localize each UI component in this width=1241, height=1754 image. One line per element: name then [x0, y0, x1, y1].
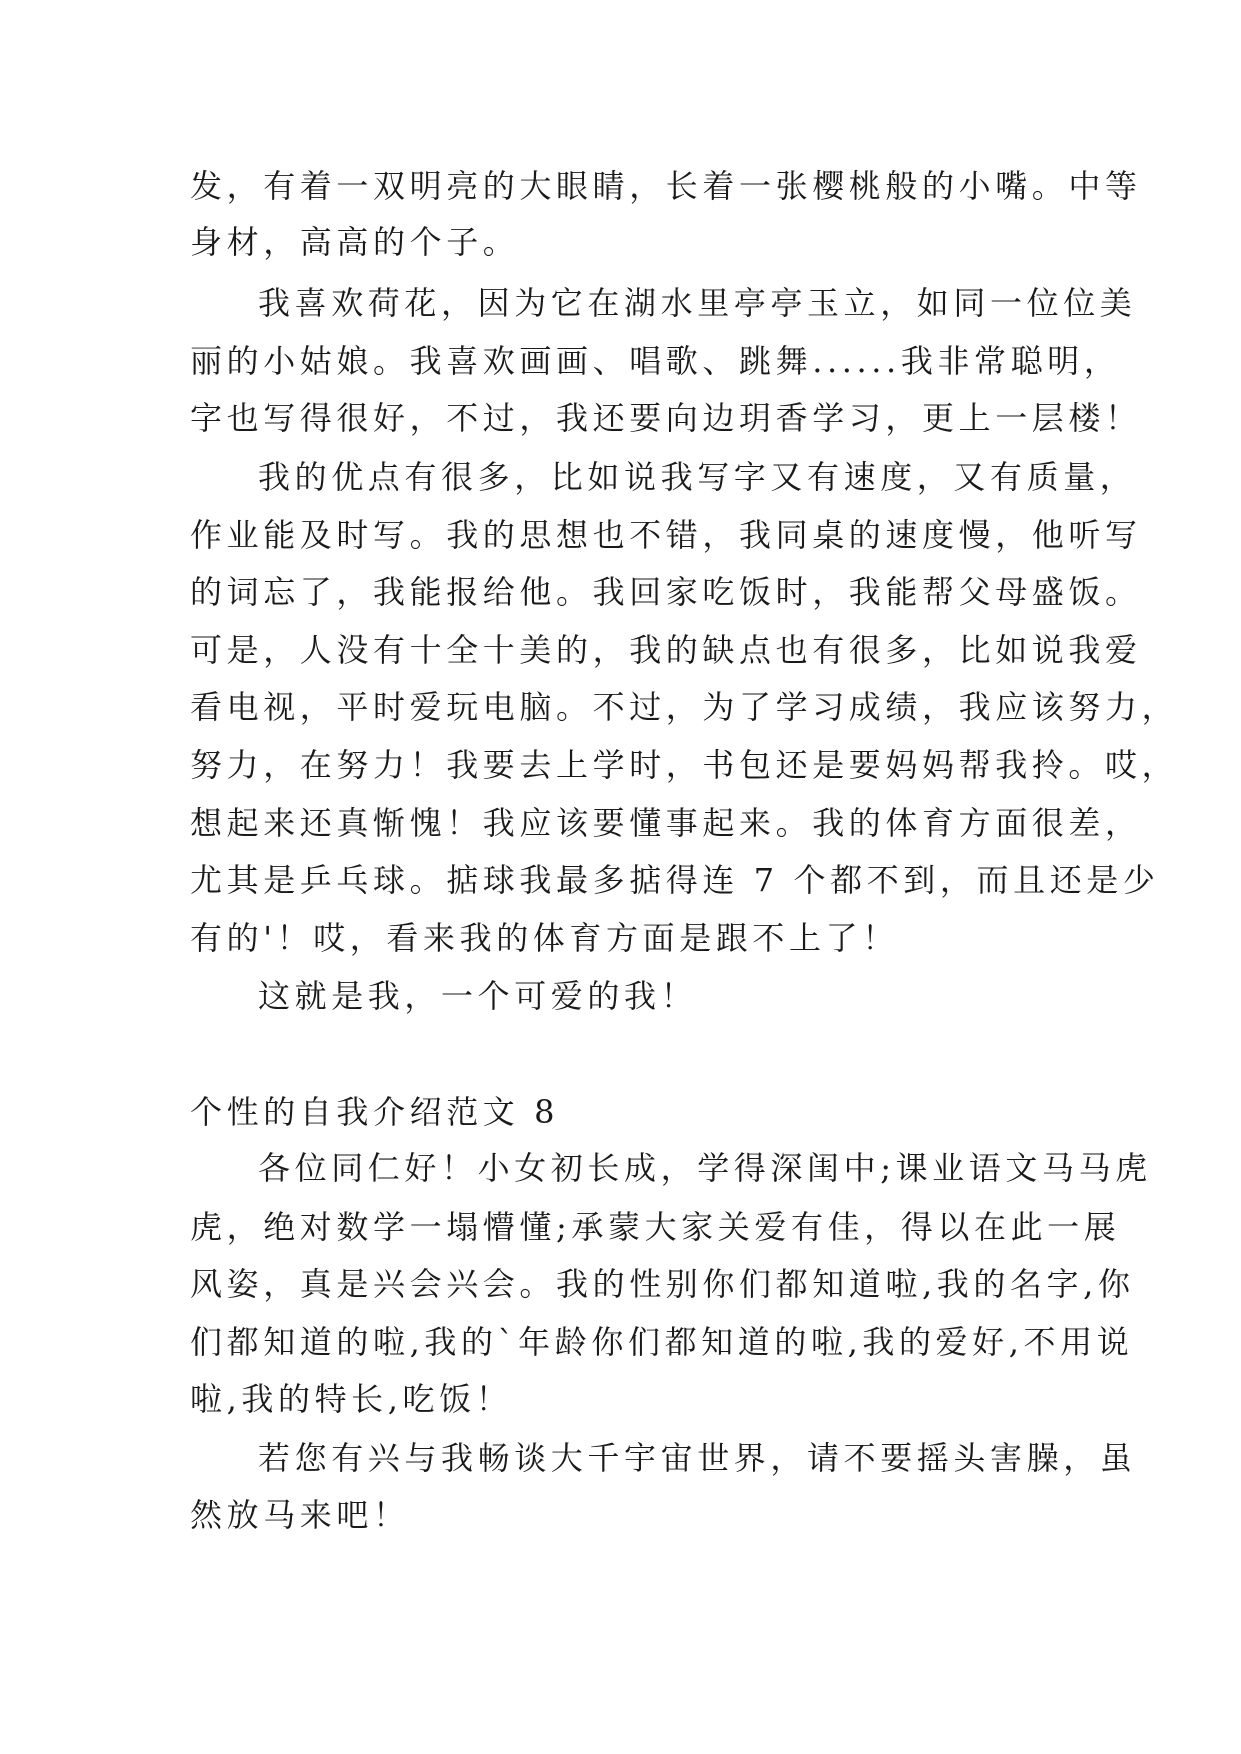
text-line: 看电视，平时爱玩电脑。不过，为了学习成绩，我应该努力，	[190, 688, 1179, 726]
text-line: 努力，在努力！我要去上学时，书包还是要妈妈帮我拎。哎，	[190, 746, 1179, 784]
paragraph-start: 我的优点有很多，比如说我写字又有速度，又有质量，	[258, 458, 1137, 496]
paragraph-start: 这就是我，一个可爱的我！	[258, 977, 698, 1015]
text-line: 身材，高高的个子。	[190, 223, 520, 261]
text-line: 们都知道的啦,我的`年龄你们都知道的啦,我的爱好,不用说	[190, 1323, 1134, 1361]
text-line: 风姿，真是兴会兴会。我的性别你们都知道啦,我的名字,你	[190, 1265, 1135, 1303]
text-line: 然放马来吧！	[190, 1496, 410, 1534]
text-line: 发，有着一双明亮的大眼睛，长着一张樱桃般的小嘴。中等	[190, 167, 1142, 205]
text-line: 有的'！哎，看来我的体育方面是跟不上了！	[190, 919, 899, 957]
text-line: 丽的小姑娘。我喜欢画画、唱歌、跳舞......我非常聪明，	[190, 342, 1121, 380]
paragraph-start: 我喜欢荷花，因为它在湖水里亭亭玉立，如同一位位美	[258, 284, 1137, 322]
paragraph-start: 若您有兴与我畅谈大千宇宙世界，请不要摇头害臊，虽	[258, 1439, 1137, 1477]
text-line: 作业能及时写。我的思想也不错，我同桌的速度慢，他听写	[190, 516, 1142, 554]
text-line: 字也写得很好，不过，我还要向边玥香学习，更上一层楼！	[190, 399, 1142, 437]
text-line: 虎，绝对数学一塌懵懂;承蒙大家关爱有佳，得以在此一展	[190, 1208, 1121, 1246]
text-line: 想起来还真惭愧！我应该要懂事起来。我的体育方面很差，	[190, 804, 1142, 842]
paragraph-start: 各位同仁好！小女初长成，学得深闺中;课业语文马马虎	[258, 1149, 1152, 1187]
text-line: 的词忘了，我能报给他。我回家吃饭时，我能帮父母盛饭。	[190, 573, 1142, 611]
section-heading: 个性的自我介绍范文 8	[190, 1093, 560, 1131]
text-line: 可是，人没有十全十美的，我的缺点也有很多，比如说我爱	[190, 631, 1142, 669]
text-line: 尤其是乒乓球。掂球我最多掂得连 7 个都不到，而且还是少	[190, 861, 1160, 899]
text-line: 啦,我的特长,吃饭！	[190, 1380, 513, 1418]
